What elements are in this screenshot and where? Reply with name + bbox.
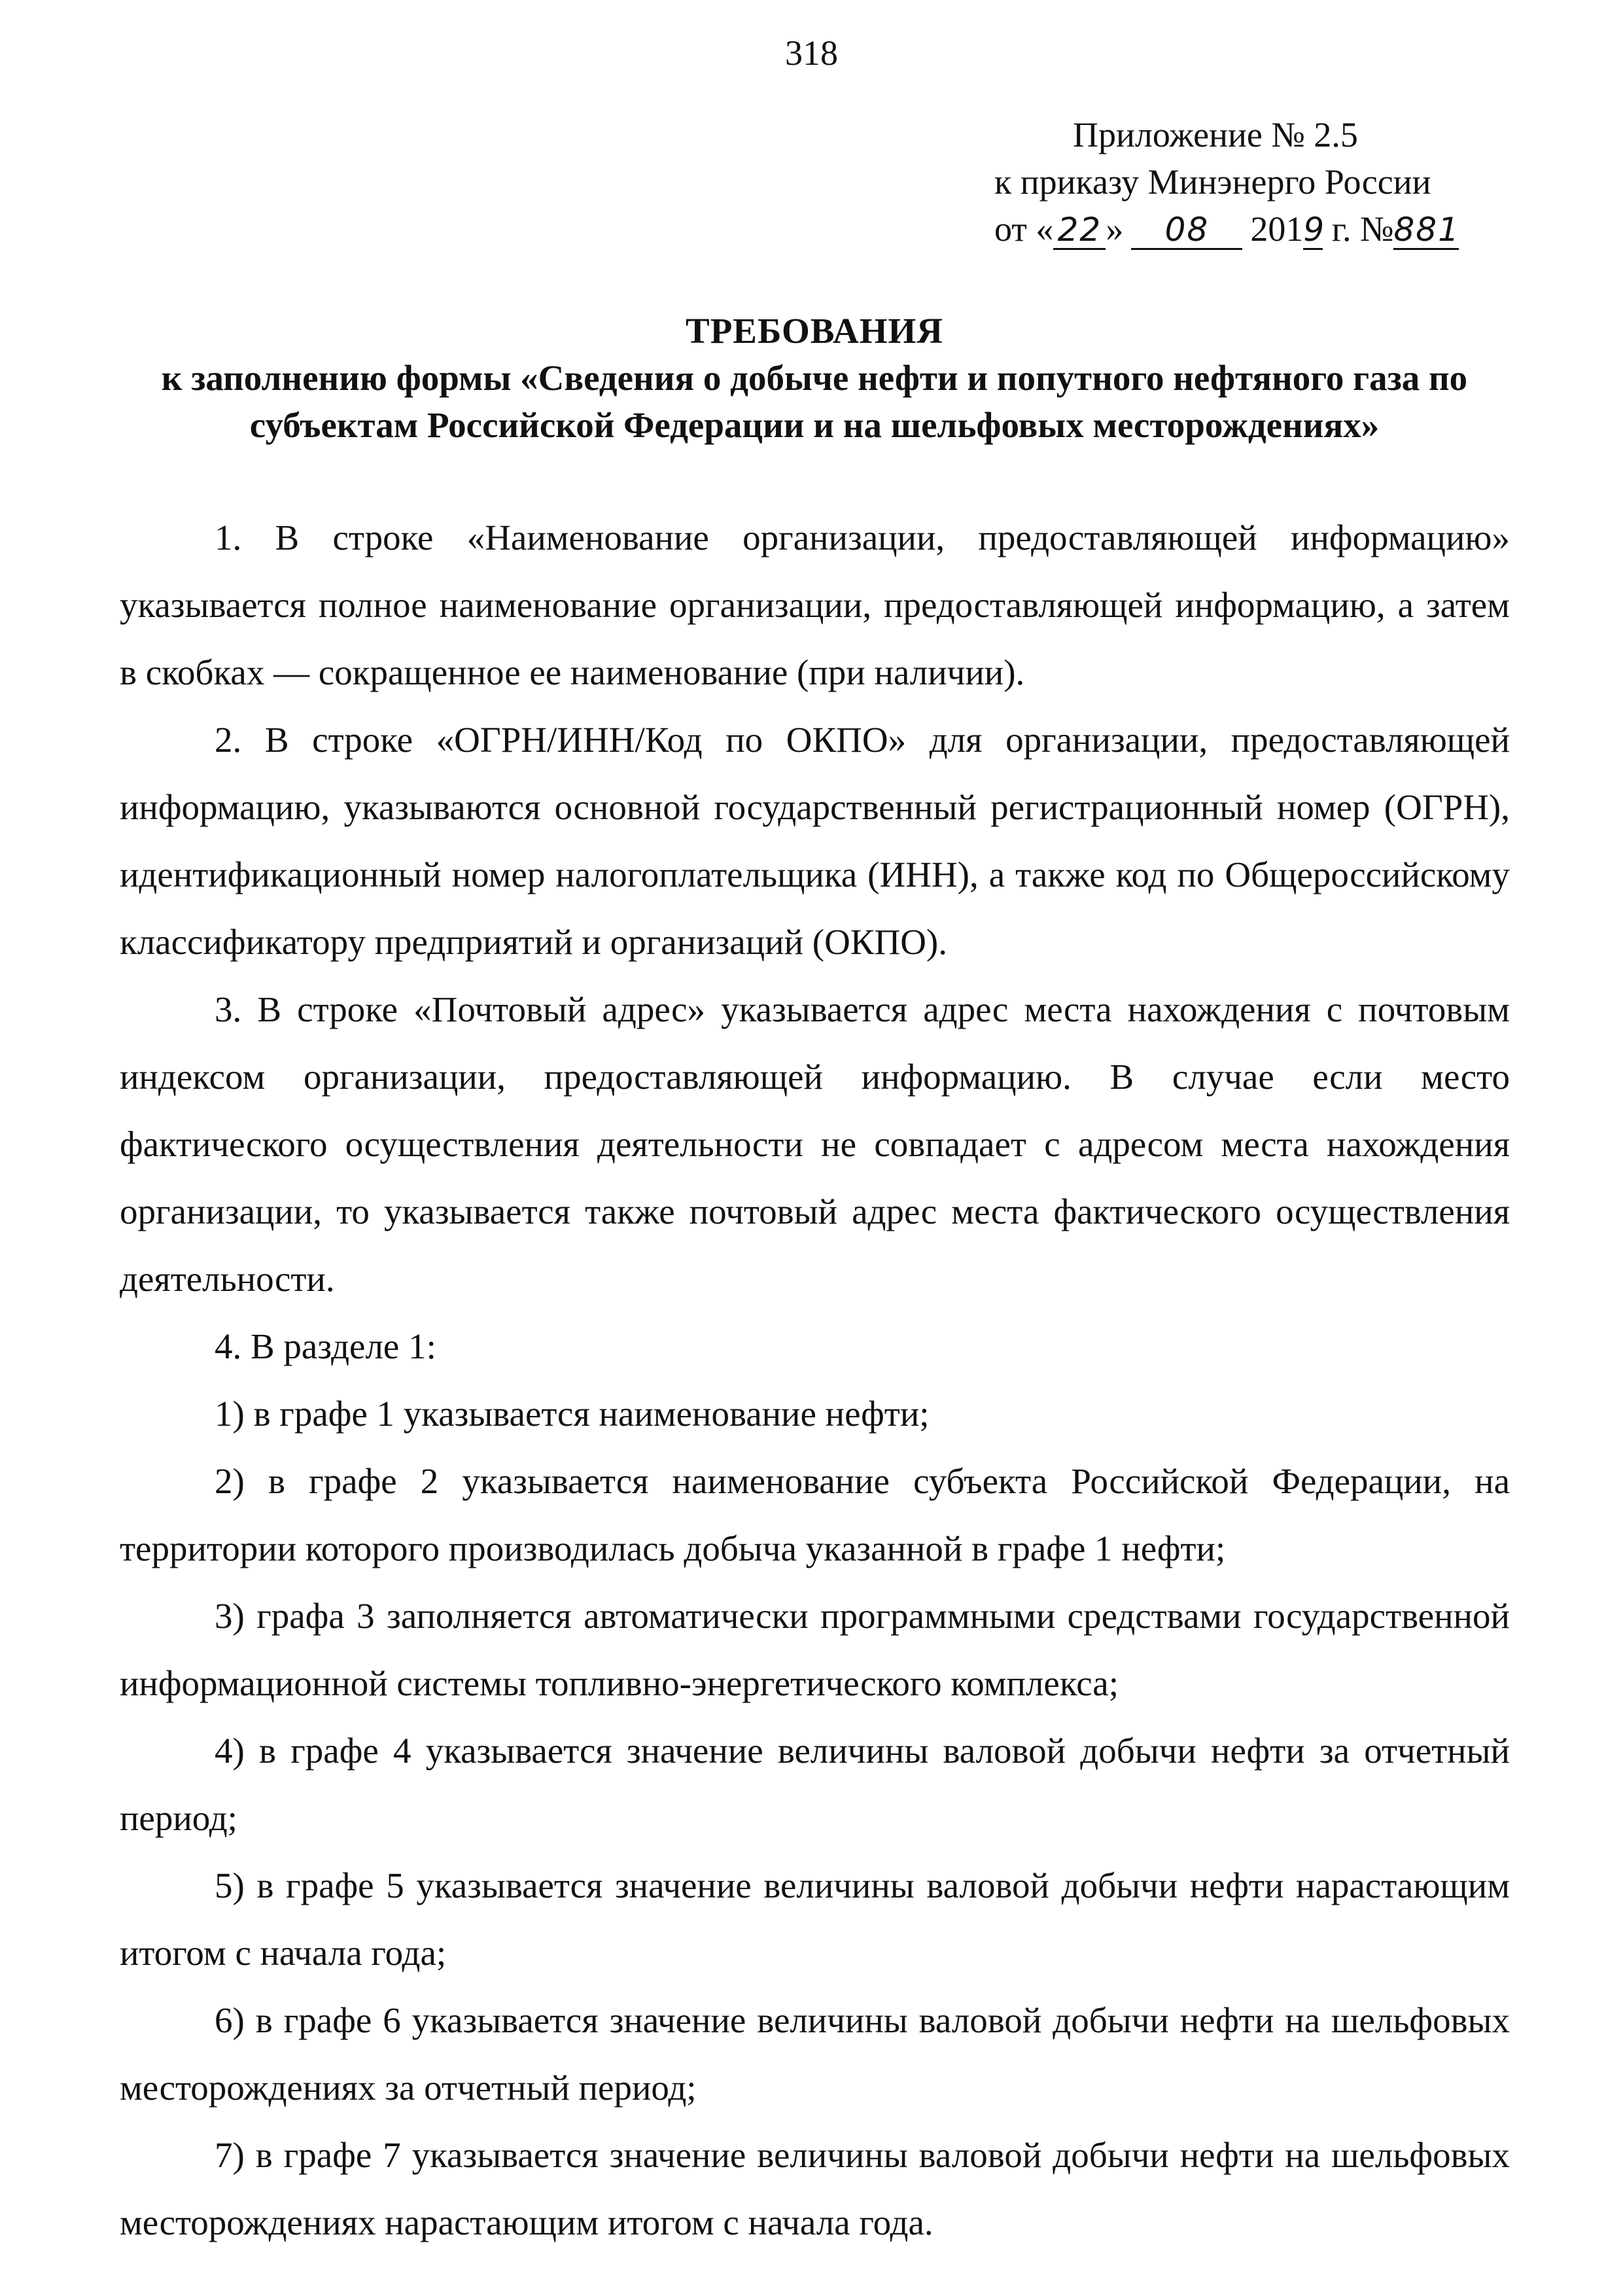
handwritten-order-number: 881 [1393,211,1460,249]
date-year-prefix: 201 [1250,209,1304,249]
list-item-4: 4) в графе 4 указывается значение величины валовой добычи нефти за отчетный период; [120,1731,1510,1838]
date-prefix: от « [994,209,1054,249]
paragraph-4: 4. В разделе 1: [215,1326,436,1366]
list-item-3: 3) графа 3 заполняется автоматически программными средствами государственной информационной системы топливно-энергетического комплекса; [120,1596,1510,1703]
document-body [120,504,1510,2256]
page-number: 318 [785,33,838,73]
document-title-block [118,308,1511,449]
appendix-title: Приложение № 2.5 [1073,115,1358,154]
date-suffix: г. № [1323,209,1394,249]
document-title: ТРЕБОВАНИЯ [686,311,943,351]
list-item-6: 6) в графе 6 указывается значение величины валовой добычи нефти на шельфовых месторождениях за отчетный период; [120,2000,1510,2108]
handwritten-day: 22 [1053,211,1106,250]
document-subtitle-line-1: к заполнению формы «Сведения о добыче нефти и попутного нефтяного газа по [161,358,1468,398]
appendix-order-reference: к приказу Минэнерго России [994,162,1431,202]
paragraph-3: 3. В строке «Почтовый адрес» указывается адрес места нахождения с почтовым индексом организации, предоставляющей информацию. В случае если место фактического осуществления деятельности не совпадает с адресом места нахождения организации, то указывается также почтовый адрес места фактического осуществления деятельности. [120,989,1510,1299]
appendix-date-line [994,205,1518,253]
paragraph-2: 2. В строке «ОГРН/ИНН/Код по ОКПО» для организации, предоставляющей информацию, указываются основной государственный регистрационный номер (ОГРН), идентификационный номер налогоплательщика (ИНН), а также код по Общероссийскому классификатору предприятий и организаций (ОКПО). [120,720,1510,962]
handwritten-month: 08 [1131,211,1242,250]
list-item-1: 1) в графе 1 указывается наименование нефти; [215,1394,930,1434]
date-mid: » [1106,209,1124,249]
paragraph-1: 1. В строке «Наименование организации, предоставляющей информацию» указывается полное наименование организации, предоставляющей информацию, а затем в скобках — сокращенное ее наименование (при наличии). [120,518,1510,692]
appendix-header [994,111,1518,253]
handwritten-year-digit: 9 [1303,211,1326,249]
document-subtitle-line-2: субъектам Российской Федерации и на шельфовых месторождениях» [249,405,1380,445]
list-item-2: 2) в графе 2 указывается наименование субъекта Российской Федерации, на территории которого производилась добыча указанной в графе 1 нефти; [120,1461,1510,1568]
list-item-5: 5) в графе 5 указывается значение величины валовой добычи нефти нарастающим итогом с начала года; [120,1865,1510,1973]
list-item-7: 7) в графе 7 указывается значение величины валовой добычи нефти на шельфовых месторождениях нарастающим итогом с начала года. [120,2135,1510,2242]
